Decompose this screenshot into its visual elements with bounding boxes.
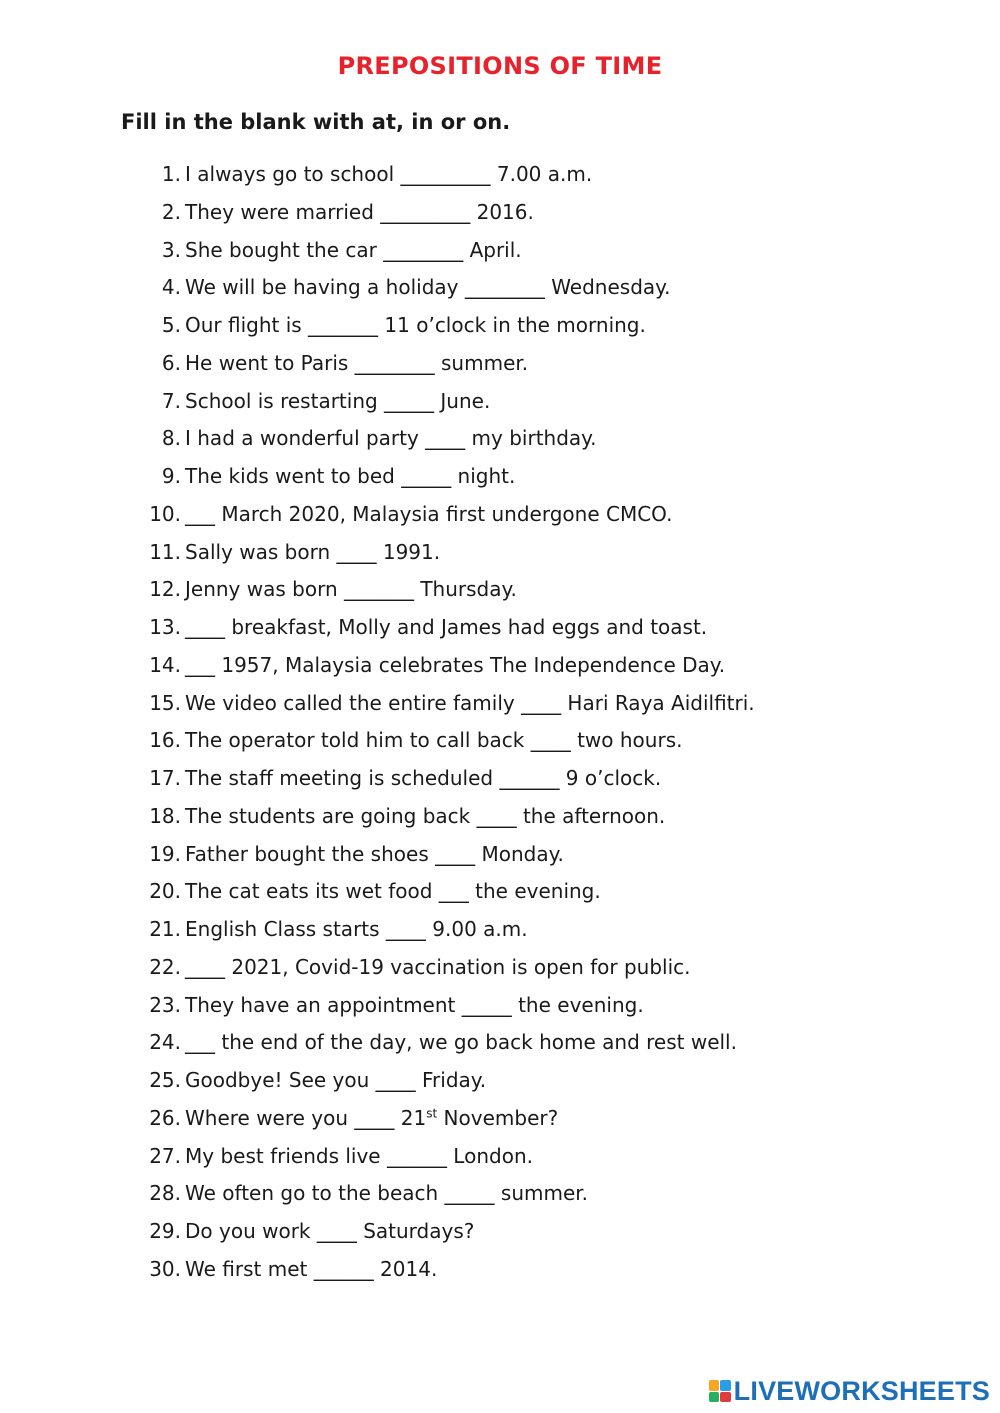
question-text (185, 873, 601, 911)
question-item (145, 571, 865, 609)
question-text (185, 722, 682, 760)
liveworksheets-brand (709, 1377, 990, 1405)
question-number: 8. (161, 426, 181, 451)
question-text (185, 194, 534, 232)
question-sentence: We first met ______ 2014. (185, 1256, 438, 1281)
question-text (185, 420, 597, 458)
question-sentence: They were married _________ 2016. (185, 199, 534, 224)
question-text (185, 949, 691, 987)
question-text (185, 1213, 474, 1251)
brand-text: LIVEWORKSHEETS (733, 1375, 990, 1406)
question-sentence: ___ the end of the day, we go back home and rest well. (185, 1030, 737, 1055)
question-item (145, 458, 865, 496)
question-number: 5. (161, 313, 181, 337)
question-number: 18. (149, 803, 181, 828)
question-text (185, 1251, 437, 1289)
question-text (185, 156, 592, 194)
question-number: 30. (149, 1256, 181, 1281)
question-number: 19. (149, 841, 181, 866)
question-item (145, 798, 865, 836)
question-sentence: We video called the entire family ____ Hari Raya Aidilfitri. (185, 690, 755, 715)
question-number: 21. (149, 917, 181, 941)
question-text (185, 458, 515, 496)
question-item (145, 496, 865, 534)
question-item (145, 194, 865, 232)
question-item (145, 383, 865, 421)
question-item (145, 420, 865, 458)
question-item (145, 1100, 865, 1138)
question-text (185, 269, 671, 307)
question-text (185, 383, 490, 421)
question-number: 13. (149, 615, 181, 639)
question-item (145, 1138, 865, 1176)
question-number: 11. (149, 539, 181, 564)
ordinal-suffix: st (426, 1106, 438, 1121)
instruction-text: Fill in the blank with at, in or on. (121, 110, 511, 134)
question-number: 15. (149, 690, 181, 715)
question-sentence: The staff meeting is scheduled ______ 9 o’clock. (185, 766, 662, 790)
question-item (145, 949, 865, 987)
question-sentence: The students are going back ____ the afternoon. (185, 803, 666, 828)
question-number: 1. (161, 162, 181, 186)
question-item (145, 269, 865, 307)
question-item (145, 987, 865, 1025)
question-item (145, 1175, 865, 1213)
question-number: 6. (161, 350, 181, 375)
question-sentence: The kids went to bed _____ night. (185, 464, 516, 488)
question-item (145, 836, 865, 874)
question-text (185, 1024, 737, 1062)
question-number: 29. (149, 1219, 181, 1243)
question-sentence: ____ 2021, Covid-19 vaccination is open for public. (185, 954, 691, 979)
question-item (145, 307, 865, 345)
question-number: 24. (149, 1030, 181, 1055)
question-item (145, 1062, 865, 1100)
question-number: 10. (149, 501, 181, 526)
question-number: 7. (161, 388, 181, 413)
question-sentence: ____ breakfast, Molly and James had eggs and toast. (185, 615, 708, 639)
question-text (185, 836, 564, 874)
question-number: 3. (161, 237, 181, 262)
question-item (145, 609, 865, 647)
question-number: 17. (149, 766, 181, 790)
question-sentence: Our flight is _______ 11 o’clock in the morning. (185, 313, 646, 337)
question-text (185, 911, 528, 949)
question-item (145, 760, 865, 798)
question-item (145, 911, 865, 949)
question-text (185, 571, 517, 609)
question-sentence: We will be having a holiday ________ Wednesday. (185, 275, 671, 300)
question-item (145, 232, 865, 270)
question-item (145, 722, 865, 760)
question-item (145, 345, 865, 383)
question-sentence: We often go to the beach _____ summer. (185, 1181, 589, 1206)
question-text (185, 232, 522, 270)
question-sentence: They have an appointment _____ the evening. (185, 992, 644, 1017)
question-item (145, 1024, 865, 1062)
question-text (185, 798, 665, 836)
question-item (145, 1213, 865, 1251)
question-sentence: Goodbye! See you ____ Friday. (185, 1068, 487, 1092)
question-text (185, 647, 725, 685)
question-number: 28. (149, 1181, 181, 1206)
question-sentence: Father bought the shoes ____ Monday. (185, 841, 564, 866)
question-text (185, 1100, 558, 1138)
question-sentence: He went to Paris ________ summer. (185, 350, 529, 375)
question-text (185, 307, 646, 345)
question-sentence: I had a wonderful party ____ my birthday. (185, 426, 597, 451)
question-text (185, 534, 440, 572)
question-number: 16. (149, 728, 181, 753)
question-text (185, 1062, 486, 1100)
question-list (145, 156, 865, 1289)
question-sentence: School is restarting _____ June. (185, 388, 491, 413)
liveworksheets-logo-icon (709, 1380, 731, 1402)
question-sentence: Jenny was born _______ Thursday. (185, 577, 517, 602)
question-text (185, 1138, 533, 1176)
page-title: PREPOSITIONS OF TIME (337, 52, 663, 80)
question-number: 14. (149, 652, 181, 677)
question-text (185, 609, 707, 647)
question-item (145, 534, 865, 572)
question-number: 9. (161, 464, 181, 488)
question-text (185, 685, 755, 723)
question-item (145, 873, 865, 911)
question-number: 25. (149, 1068, 181, 1092)
question-text (185, 345, 528, 383)
question-sentence: Where were you ____ 21 (185, 1105, 427, 1130)
question-number: 22. (149, 954, 181, 979)
question-number: 20. (149, 879, 181, 904)
question-item (145, 1251, 865, 1289)
question-sentence: I always go to school _________ 7.00 a.m. (185, 162, 593, 186)
question-number: 4. (161, 275, 181, 300)
question-number: 26. (149, 1105, 181, 1130)
question-sentence: The operator told him to call back ____ two hours. (185, 728, 683, 753)
question-sentence: The cat eats its wet food ___ the evening. (185, 879, 601, 904)
question-sentence: Sally was born ____ 1991. (185, 539, 441, 564)
question-text (185, 760, 661, 798)
question-text (185, 1175, 588, 1213)
question-sentence: ___ 1957, Malaysia celebrates The Independence Day. (185, 652, 726, 677)
question-sentence: Do you work ____ Saturdays? (185, 1219, 475, 1243)
question-text (185, 987, 644, 1025)
question-item (145, 685, 865, 723)
question-number: 23. (149, 992, 181, 1017)
question-number: 12. (149, 577, 181, 602)
question-sentence: She bought the car ________ April. (185, 237, 522, 262)
question-number: 27. (149, 1143, 181, 1168)
question-item (145, 647, 865, 685)
question-sentence-end: November? (437, 1105, 559, 1130)
question-sentence: ___ March 2020, Malaysia first undergone CMCO. (185, 501, 673, 526)
question-sentence: My best friends live ______ London. (185, 1143, 533, 1168)
question-item (145, 156, 865, 194)
question-sentence: English Class starts ____ 9.00 a.m. (185, 917, 528, 941)
question-number: 2. (161, 199, 181, 224)
question-text (185, 496, 672, 534)
